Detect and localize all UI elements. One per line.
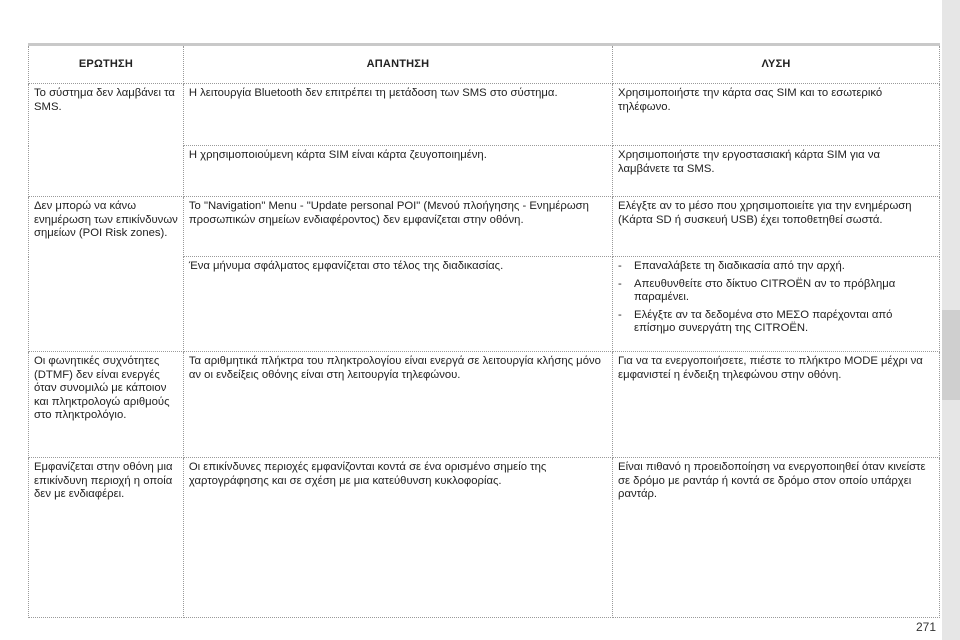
answer-cell: Η χρησιμοποιούμενη κάρτα SIM είναι κάρτα ζευγοποιημένη.	[183, 146, 612, 197]
answer-cell: Το "Navigation" Menu - "Update personal POI" (Μενού πλοήγησης - Ενημέρωση προσωπικών σημείων ενδιαφέροντος) δεν εμφανίζεται στην οθόνη.	[183, 197, 612, 257]
table-header-row	[29, 45, 940, 84]
table-row	[29, 352, 940, 458]
solution-cell: Για να τα ενεργοποιήσετε, πιέστε το πλήκτρο MODE μέχρι να εμφανιστεί η ένδειξη τηλεφώνου στην οθόνη.	[613, 352, 940, 458]
header-solution: ΛΥΣΗ	[613, 45, 940, 84]
table-row	[29, 84, 940, 146]
answer-cell: Ένα μήνυμα σφάλματος εμφανίζεται στο τέλος της διαδικασίας.	[183, 257, 612, 352]
page-number: 271	[915, 620, 936, 634]
edge-tab-marker	[942, 310, 960, 400]
faq-table	[28, 43, 940, 618]
question-cell: Οι φωνητικές συχνότητες (DTMF) δεν είναι ενεργές όταν συνομιλώ με κάποιον και πληκτρολογώ αριθμούς στο πληκτρολόγιο.	[29, 352, 184, 458]
solution-cell: Ελέγξτε αν το μέσο που χρησιμοποιείτε για την ενημέρωση (Κάρτα SD ή συσκευή USB) έχει τοποθετηθεί σωστά.	[613, 197, 940, 257]
question-cell: Εμφανίζεται στην οθόνη μια επικίνδυνη περιοχή η οποία δεν με ενδιαφέρει.	[29, 458, 184, 618]
solution-cell: Χρησιμοποιήστε την κάρτα σας SIM και το εσωτερικό τηλέφωνο.	[613, 84, 940, 146]
table-row	[29, 197, 940, 257]
solution-list	[618, 260, 934, 335]
table-row	[29, 458, 940, 618]
solution-cell: Χρησιμοποιήστε την εργοστασιακή κάρτα SIM για να λαμβάνετε τα SMS.	[613, 146, 940, 197]
question-cell: Δεν μπορώ να κάνω ενημέρωση των επικίνδυνων σημείων (POI Risk zones).	[29, 197, 184, 352]
solution-list-item: - Ελέγξτε αν τα δεδομένα στο ΜΕΣΟ παρέχονται από επίσημο συνεργάτη της CITROËN.	[618, 309, 934, 336]
header-question: ΕΡΩΤΗΣΗ	[29, 45, 184, 84]
solution-cell	[613, 257, 940, 352]
question-cell: Το σύστημα δεν λαμβάνει τα SMS.	[29, 84, 184, 197]
answer-cell: Η λειτουργία Bluetooth δεν επιτρέπει τη μετάδοση των SMS στο σύστημα.	[183, 84, 612, 146]
header-answer: ΑΠΑΝΤΗΣΗ	[183, 45, 612, 84]
solution-list-item: - Επαναλάβετε τη διαδικασία από την αρχή.	[618, 260, 934, 273]
answer-cell: Οι επικίνδυνες περιοχές εμφανίζονται κοντά σε ένα ορισμένο σημείο της χαρτογράφησης και σε σχέση με μια κατεύθυνση κυκλοφορίας.	[183, 458, 612, 618]
solution-list-item: - Απευθυνθείτε στο δίκτυο CITROËN αν το πρόβλημα παραμένει.	[618, 278, 934, 305]
solution-cell: Είναι πιθανό η προειδοποίηση να ενεργοποιηθεί όταν κινείστε σε δρόμο με ραντάρ ή κοντά σε δρόμο στον οποίο υπάρχει ραντάρ.	[613, 458, 940, 618]
right-edge-strip	[942, 0, 960, 640]
answer-cell: Τα αριθμητικά πλήκτρα του πληκτρολογίου είναι ενεργά σε λειτουργία κλήσης μόνο αν οι ενδείξεις οθόνης είναι στη λειτουργία τηλεφώνου.	[183, 352, 612, 458]
